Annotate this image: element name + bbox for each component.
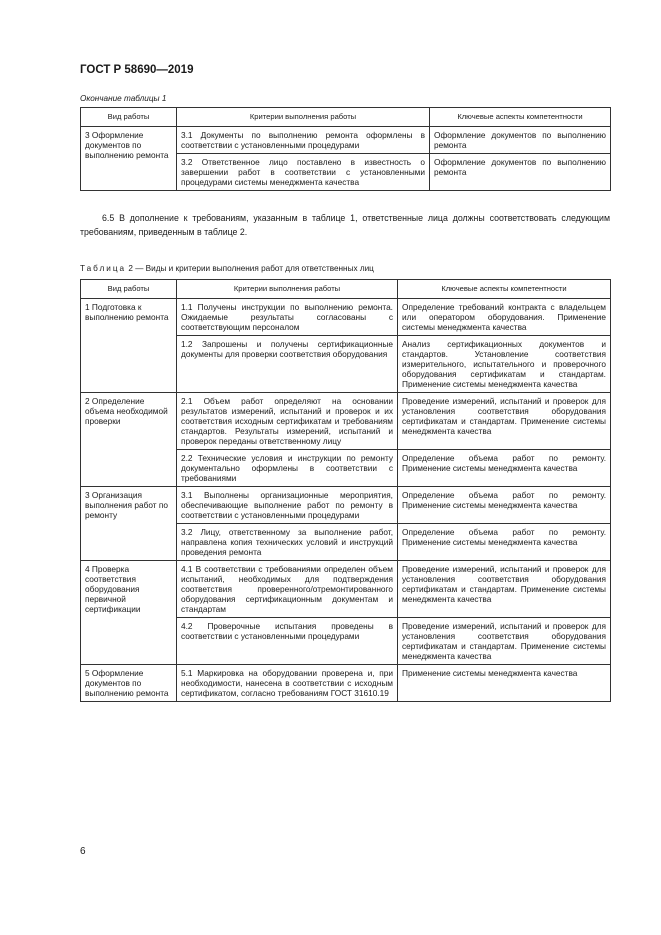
criteria-cell: 2.1 Объем работ определяют на основании результатов измерений, испытаний и проверок и их соответствия исходным сертификатам и требованиям стандартов. Результаты измерений, испытаний и проверок переданы ответственному лицу bbox=[177, 393, 398, 450]
aspects-cell: Определение объема работ по ремонту. Применение системы менеджмента качества bbox=[398, 487, 611, 524]
aspects-cell: Определение требований контракта с владельцем или оператором оборудования. Применение системы менеджмента качества bbox=[398, 299, 611, 336]
criteria-cell: 4.2 Проверочные испытания проведены в соответствии с установленными процедурами bbox=[177, 618, 398, 665]
criteria-cell: 3.2 Ответственное лицо поставлено в известность о завершении работ в соответствии с установленными процедурами системы менеджмента качества bbox=[177, 154, 430, 191]
table-row bbox=[81, 299, 611, 336]
work-type-cell: 3 Организация выполнения работ по ремонту bbox=[81, 487, 177, 561]
work-type-cell: 4 Проверка соответствия оборудования первичной сертификации bbox=[81, 561, 177, 665]
table-row bbox=[81, 127, 611, 154]
aspects-cell: Проведение измерений, испытаний и проверок для установления соответствия оборудования сертификатам и стандартам. Применение системы менеджмента качества bbox=[398, 393, 611, 450]
table2-col-work: Вид работы bbox=[81, 280, 177, 299]
table1-col-aspects: Ключевые аспекты компетентности bbox=[430, 108, 611, 127]
table-row bbox=[81, 561, 611, 618]
work-type-cell: 1 Подготовка к выполнению ремонта bbox=[81, 299, 177, 393]
aspects-cell: Оформление документов по выполнению ремонта bbox=[430, 127, 611, 154]
paragraph-6-5: 6.5 В дополнение к требованиям, указанным в таблице 1, ответственные лица должны соответствовать следующим требованиям, приведенным в таблице 2. bbox=[80, 213, 610, 237]
aspects-cell: Проведение измерений, испытаний и проверок для установления соответствия оборудования сертификатам и стандартам. Применение системы менеджмента качества bbox=[398, 561, 611, 618]
aspects-cell: Определение объема работ по ремонту. Применение системы менеджмента качества bbox=[398, 524, 611, 561]
table1-header-row bbox=[81, 108, 611, 127]
criteria-cell: 3.2 Лицу, ответственному за выполнение работ, направлена копия технических условий и инструкций проведения ремонта bbox=[177, 524, 398, 561]
table2-header-row bbox=[81, 280, 611, 299]
aspects-cell: Применение системы менеджмента качества bbox=[398, 665, 611, 702]
aspects-cell: Проведение измерений, испытаний и проверок для установления соответствия оборудования сертификатам и стандартам. Применение системы менеджмента качества bbox=[398, 618, 611, 665]
table-row bbox=[81, 393, 611, 450]
table2-caption bbox=[80, 264, 374, 273]
table-row bbox=[81, 665, 611, 702]
aspects-cell: Анализ сертификационных документов и стандартов. Установление соответствия измерительного, испытательного и проверочного оборудования сертификатам и стандартам. Применение системы менеджмента качества bbox=[398, 336, 611, 393]
page-number: 6 bbox=[80, 846, 86, 857]
aspects-cell: Оформление документов по выполнению ремонта bbox=[430, 154, 611, 191]
criteria-cell: 3.1 Выполнены организационные мероприятия, обеспечивающие выполнение работ по ремонту в соответствии с установленными процедурами bbox=[177, 487, 398, 524]
aspects-cell: Определение объема работ по ремонту. Применение системы менеджмента качества bbox=[398, 450, 611, 487]
criteria-cell: 3.1 Документы по выполнению ремонта оформлены в соответствии с установленными процедурами bbox=[177, 127, 430, 154]
work-type-cell: 2 Определение объема необходимой проверки bbox=[81, 393, 177, 487]
table-row bbox=[81, 487, 611, 524]
criteria-cell: 2.2 Технические условия и инструкции по ремонту документально оформлены в соответствии с требованиями bbox=[177, 450, 398, 487]
table2-caption-text: 2 — Виды и критерии выполнения работ для ответственных лиц bbox=[128, 264, 374, 273]
table1-col-criteria: Критерии выполнения работы bbox=[177, 108, 430, 127]
table2-col-criteria: Критерии выполнения работы bbox=[177, 280, 398, 299]
work-type-cell: 3 Оформление документов по выполнению ремонта bbox=[81, 127, 177, 191]
criteria-cell: 1.1 Получены инструкции по выполнению ремонта. Ожидаемые результаты согласованы с соответствующим персоналом bbox=[177, 299, 398, 336]
table2 bbox=[80, 279, 611, 702]
table1 bbox=[80, 107, 611, 191]
work-type-cell: 5 Оформление документов по выполнению ремонта bbox=[81, 665, 177, 702]
criteria-cell: 1.2 Запрошены и получены сертификационные документы для проверки соответствия оборудования bbox=[177, 336, 398, 393]
criteria-cell: 5.1 Маркировка на оборудовании проверена и, при необходимости, нанесена в соответствии с исходным сертификатом, согласно требованиям ГОСТ 31610.19 bbox=[177, 665, 398, 702]
table2-caption-label: Таблица bbox=[80, 264, 127, 273]
table1-col-work: Вид работы bbox=[81, 108, 177, 127]
criteria-cell: 4.1 В соответствии с требованиями определен объем испытаний, необходимых для подтверждения соответствия проверенного/отремонтированного оборудования сертификационным документам и стандартам bbox=[177, 561, 398, 618]
table1-caption: Окончание таблицы 1 bbox=[80, 94, 167, 103]
table2-col-aspects: Ключевые аспекты компетентности bbox=[398, 280, 611, 299]
document-code: ГОСТ Р 58690—2019 bbox=[80, 64, 194, 76]
